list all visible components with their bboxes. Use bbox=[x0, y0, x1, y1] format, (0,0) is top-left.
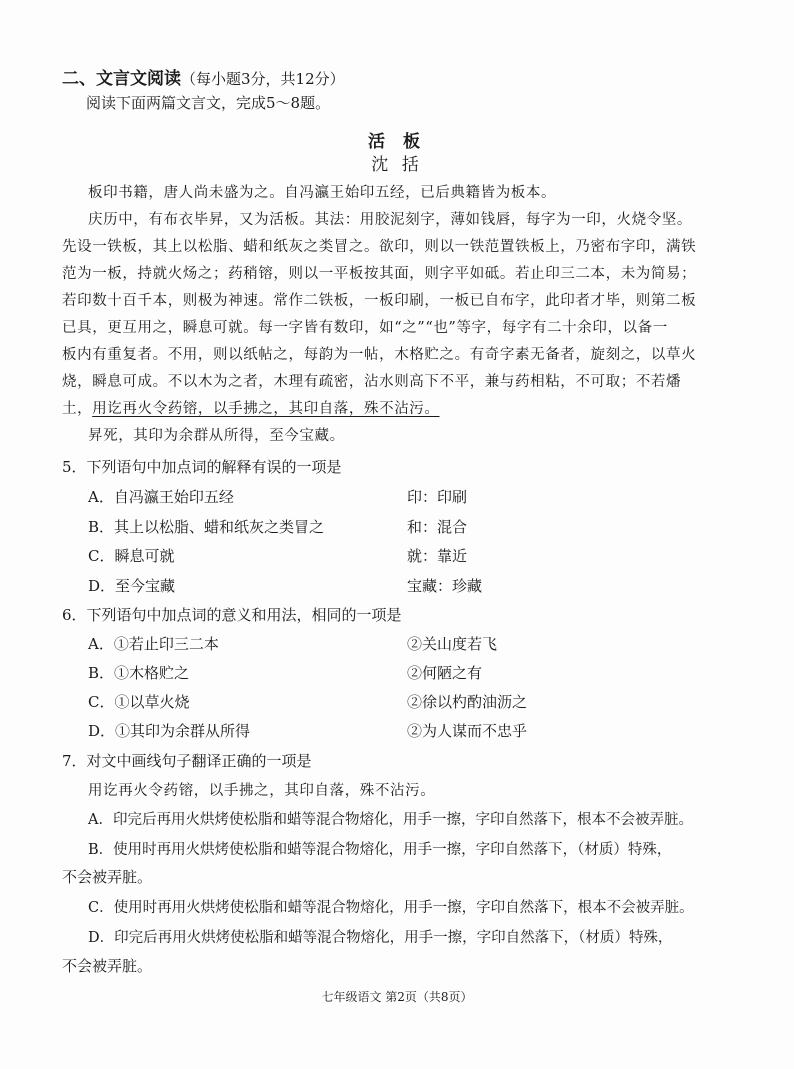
page-footer: 七年级语文 第2页（共8页） bbox=[321, 990, 473, 1004]
passage-line: 烧，瞬息可成。不以木为之者，木理有疏密，沾水则高下不平，兼与药相粘，不可取；不若燔 bbox=[62, 374, 682, 390]
q5-option-c-note: 就：靠近 bbox=[407, 547, 468, 565]
q6-option-c: C．①以草火烧 bbox=[88, 693, 190, 711]
passage-line: 板内有重复者。不用，则以纸帖之，每韵为一帖，木格贮之。有奇字素无备者，旋刻之，以草火 bbox=[62, 347, 697, 363]
q7-option-d-cont: 不会被弄脏。 bbox=[62, 957, 153, 975]
q7-stem: 7．对文中画线句子翻译正确的一项是 bbox=[62, 752, 312, 770]
q6-option-d-pair: ②为人谋而不忠乎 bbox=[407, 722, 528, 740]
instruction: 阅读下面两篇文言文，完成5～8题。 bbox=[86, 94, 331, 112]
q6-stem: 6．下列语句中加点词的意义和用法，相同的一项是 bbox=[62, 606, 402, 624]
q7-option-b: B．使用时再用火烘烤使松脂和蜡等混合物熔化，用手一擦，字印自然落下，（材质）特殊， bbox=[88, 842, 672, 858]
q5-option-a-note: 印：印刷 bbox=[407, 488, 468, 506]
passage-line: 先设一铁板，其上以松脂、蜡和纸灰之类冒之。欲印，则以一铁范置铁板上，乃密布字印，满铁 bbox=[62, 239, 697, 255]
q7-option-d: D．印完后再用火烘烤使松脂和蜡等混合物熔化，用手一擦，字印自然落下，（材质）特殊， bbox=[88, 930, 673, 946]
q5-stem: 5．下列语句中加点词的解释有误的一项是 bbox=[62, 458, 342, 476]
q6-option-d: D．①其印为余群从所得 bbox=[88, 722, 251, 740]
q5-option-b-note: 和：混合 bbox=[407, 518, 468, 536]
passage-line: 范为一板，持就火炀之；药稍镕，则以一平板按其面，则字平如砥。若止印三二本，未为简易； bbox=[62, 266, 697, 282]
section-score: （每小题3分，共12分） bbox=[181, 70, 345, 88]
passage-line: 板印书籍，唐人尚未盛为之。自冯瀛王始印五经，已后典籍皆为板本。 bbox=[88, 185, 557, 201]
q6-option-b: B．①木格贮之 bbox=[88, 664, 190, 682]
passage-line: 已具，更互用之，瞬息可就。每一字皆有数印，如“之”“也”等字，每字有二十余印，以备一 bbox=[62, 320, 668, 336]
q5-option-a: A．自冯瀛王始印五经 bbox=[88, 488, 234, 506]
q6-option-c-pair: ②徐以杓酌油沥之 bbox=[407, 693, 528, 711]
q6-option-a: A．①若止印三二本 bbox=[88, 635, 219, 653]
q5-option-d-note: 宝藏：珍藏 bbox=[407, 577, 483, 595]
q7-option-b-cont: 不会被弄脏。 bbox=[62, 868, 153, 886]
q6-option-b-pair: ②何陋之有 bbox=[407, 664, 483, 682]
q7-quote: 用讫再火令药镕，以手拂之，其印自落，殊不沾污。 bbox=[88, 783, 436, 799]
passage-title: 活 板 bbox=[368, 132, 426, 152]
q5-option-d: D．至今宝藏 bbox=[88, 577, 176, 595]
section-title: 二、文言文阅读 bbox=[62, 69, 181, 89]
passage-line: 若印数十百千本，则极为神速。常作二铁板，一板印刷，一板已自布字，此印者才毕，则第二板 bbox=[62, 293, 697, 309]
q5-option-b: B．其上以松脂、蜡和纸灰之类冒之 bbox=[88, 518, 325, 536]
passage-line: 庆历中，有布衣毕昇，又为活板。其法：用胶泥刻字，薄如钱唇，每字为一印，火烧令坚。 bbox=[88, 212, 692, 228]
passage-line bbox=[62, 397, 440, 418]
underlined-sentence: 用讫再火令药镕，以手拂之，其印自落，殊不沾污。 bbox=[92, 401, 440, 417]
q6-option-a-pair: ②关山度若飞 bbox=[407, 635, 498, 653]
passage-line-start: 土， bbox=[62, 401, 93, 417]
passage-author: 沈 括 bbox=[371, 155, 423, 175]
section-heading bbox=[62, 64, 345, 89]
passage-line: 昇死，其印为余群从所得，至今宝藏。 bbox=[88, 428, 345, 444]
q7-option-a: A．印完后再用火烘烤使松脂和蜡等混合物熔化，用手一擦，字印自然落下，根本不会被弄脏。 bbox=[88, 812, 693, 828]
q5-option-c: C．瞬息可就 bbox=[88, 547, 175, 565]
q7-option-c: C．使用时再用火烘烤使松脂和蜡等混合物熔化，用手一擦，字印自然落下，根本不会被弄脏。 bbox=[88, 900, 694, 916]
